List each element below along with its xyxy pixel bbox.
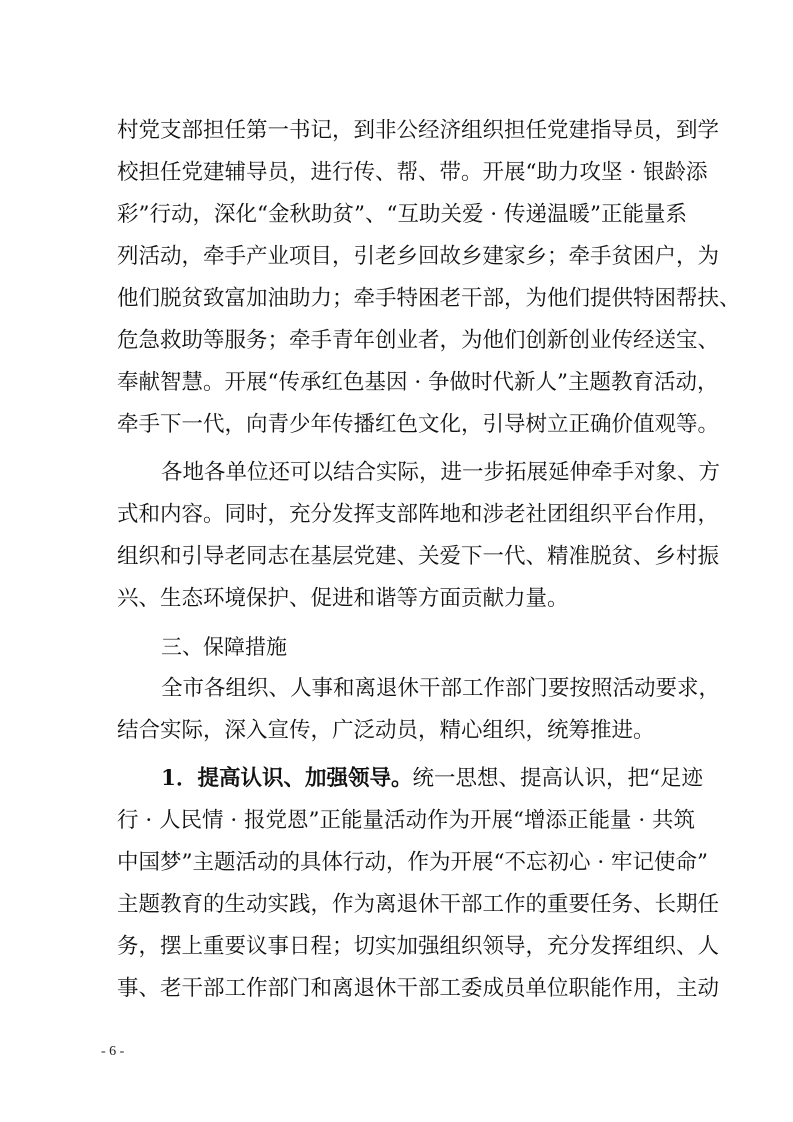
paragraph-text: 彩”行动，深化“金秋助贫”、“互助关爱 · 传递温暖”正能量系: [117, 202, 687, 227]
item-text: 统一思想、提高认识，把“足迹: [412, 766, 703, 791]
paragraph-line: [0, 153, 793, 193]
paragraph-text: 式和内容。同时，充分发挥支部阵地和涉老社团组织平台作用，: [117, 502, 720, 527]
paragraph-text: 列活动，牵手产业项目，引老乡回故乡建家乡；牵手贫困户，为: [117, 244, 720, 269]
item-title: 1．提高认识、加强领导。: [161, 766, 413, 791]
paragraph-line: [0, 453, 793, 493]
paragraph-line: [0, 405, 793, 445]
paragraph-text: 各地各单位还可以结合实际，进一步拓展延伸牵手对象、方: [161, 460, 721, 485]
paragraph-line: [0, 537, 793, 577]
paragraph-text: 兴、生态环境保护、促进和谐等方面贡献力量。: [117, 586, 569, 611]
paragraph-text: 全市各组织、人事和离退休干部工作部门要按照活动要求，: [161, 676, 721, 701]
paragraph-line: [0, 885, 793, 925]
item-line: [0, 759, 793, 799]
page-number: - 6 -: [101, 1044, 125, 1059]
paragraph-text: 结合实际，深入宣传，广泛动员，精心组织，统筹推进。: [117, 718, 655, 743]
paragraph-text: 奉献智慧。开展“传承红色基因 · 争做时代新人”主题教育活动，: [117, 370, 719, 395]
paragraph-line: [0, 843, 793, 883]
paragraph-text: 牵手下一代，向青少年传播红色文化，引导树立正确价值观等。: [117, 412, 720, 437]
paragraph-text: 主题教育的生动实践，作为离退休干部工作的重要任务、长期任: [117, 892, 720, 917]
paragraph-text: 他们脱贫致富加油助力；牵手特困老干部，为他们提供特困帮扶、: [117, 286, 741, 311]
paragraph-line: [0, 669, 793, 709]
paragraph-line: [0, 321, 793, 361]
paragraph-text: 危急救助等服务；牵手青年创业者，为他们创新创业传经送宝、: [117, 328, 720, 353]
paragraph-line: [0, 579, 793, 619]
item-first-line: [161, 759, 703, 799]
section-heading-line: [0, 627, 793, 667]
paragraph-text: 中国梦”主题活动的具体行动，作为开展“不忘初心 · 牢记使命”: [117, 850, 708, 875]
paragraph-line: [0, 711, 793, 751]
paragraph-text: 村党支部担任第一书记，到非公经济组织担任党建指导员，到学: [117, 118, 720, 143]
paragraph-line: [0, 111, 793, 151]
paragraph-line: [0, 927, 793, 967]
paragraph-line: [0, 801, 793, 841]
paragraph-text: 行 · 人民情 · 报党恩”正能量活动作为开展“增添正能量 · 共筑: [117, 808, 695, 833]
paragraph-text: 组织和引导老同志在基层党建、关爱下一代、精准脱贫、乡村振: [117, 544, 720, 569]
paragraph-line: [0, 363, 793, 403]
paragraph-text: 事、老干部工作部门和离退休干部工委成员单位职能作用，主动: [117, 976, 720, 1001]
paragraph-line: [0, 279, 793, 319]
section-heading: 三、保障措施: [161, 635, 287, 659]
paragraph-text: 务，摆上重要议事日程；切实加强组织领导，充分发挥组织、人: [117, 934, 720, 959]
paragraph-text: 校担任党建辅导员，进行传、帮、带。开展“助力攻坚 · 银龄添: [117, 160, 708, 185]
paragraph-line: [0, 195, 793, 235]
paragraph-line: [0, 495, 793, 535]
paragraph-line: [0, 969, 793, 1009]
paragraph-line: [0, 237, 793, 277]
